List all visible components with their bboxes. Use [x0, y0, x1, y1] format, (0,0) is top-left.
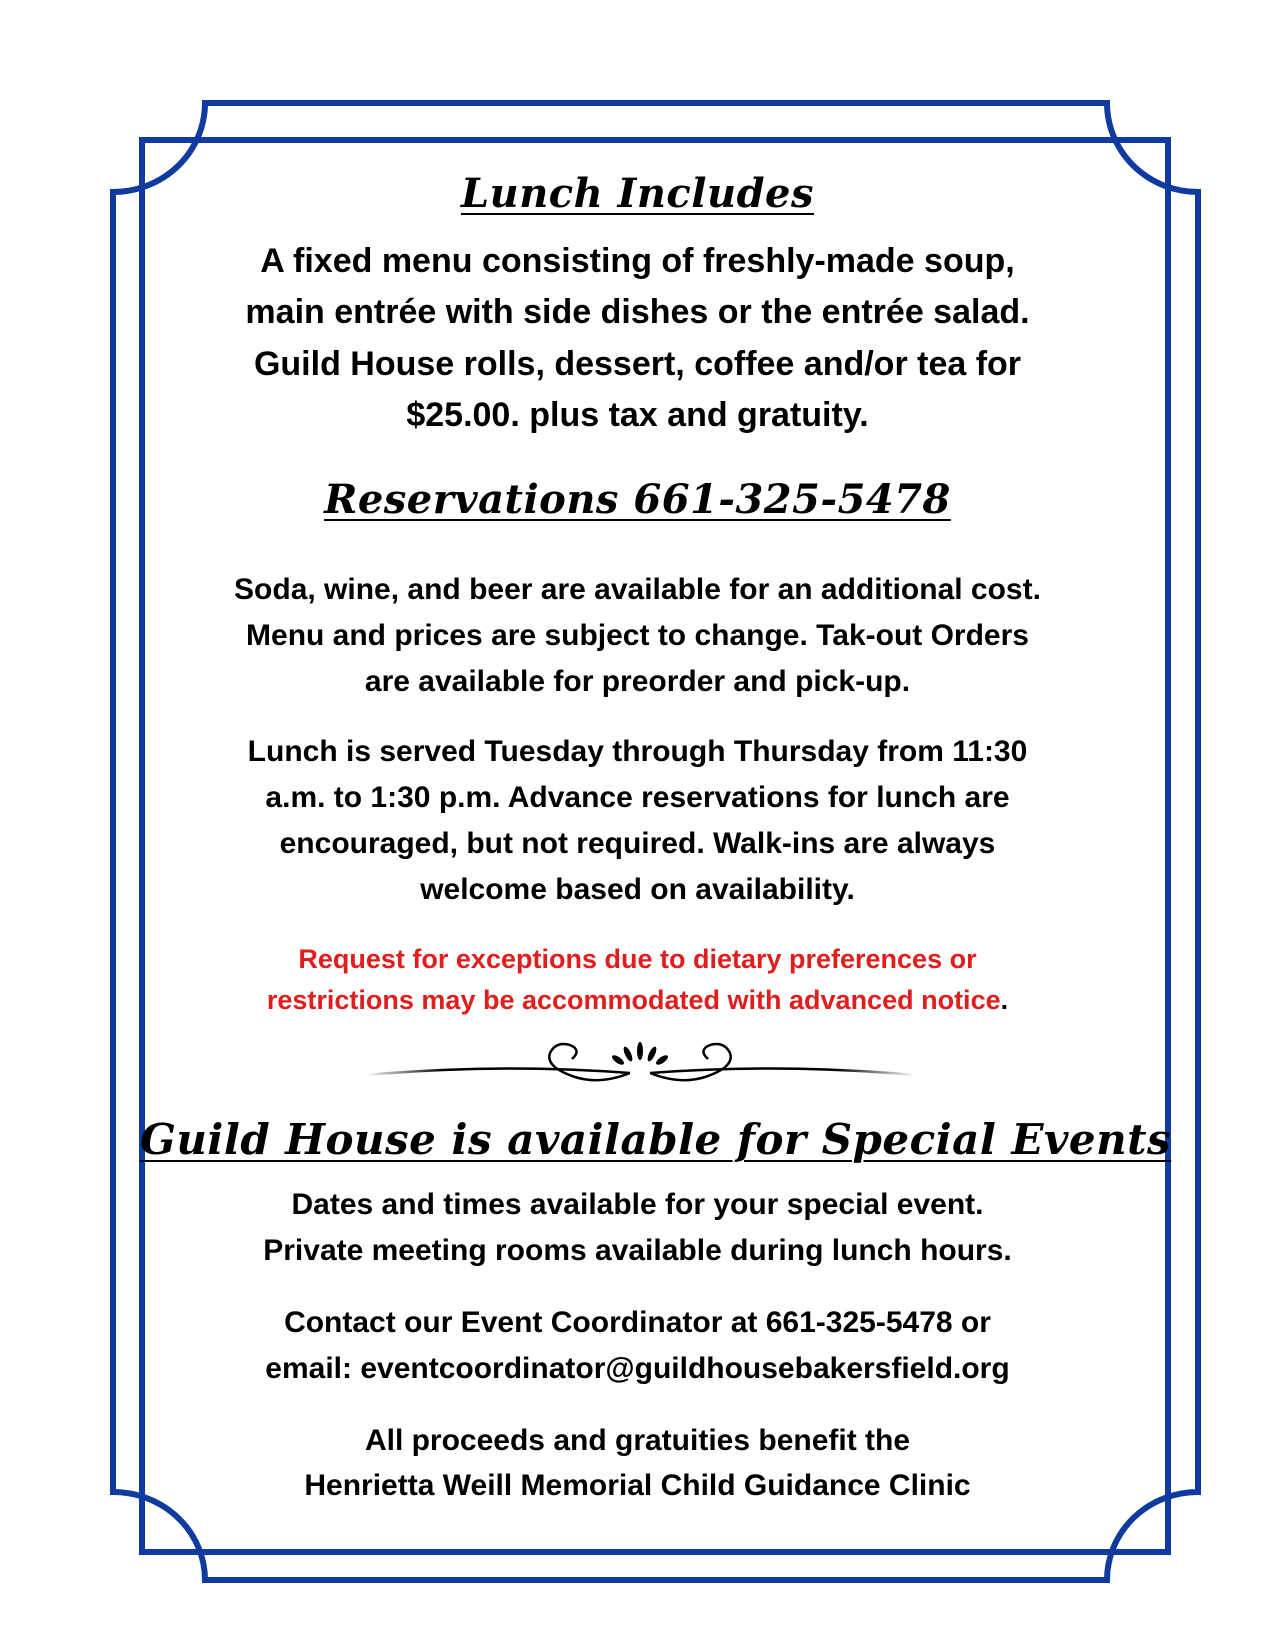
- benefit-line: Henrietta Weill Memorial Child Guidance Clinic: [304, 1469, 971, 1502]
- contact-email-line: email: eventcoordinator@guildhousebakersfield.org: [265, 1352, 1010, 1385]
- lunch-description-line: main entrée with side dishes or the entrée salad.: [245, 293, 1030, 331]
- lunch-description-line: A fixed menu consisting of freshly-made soup,: [260, 242, 1015, 280]
- trailing-period: .: [1000, 985, 1009, 1015]
- benefit-line: All proceeds and gratuities benefit the: [364, 1424, 911, 1457]
- special-events-heading: Guild House is available for Special Events: [140, 1115, 1172, 1164]
- beverages-line: Soda, wine, and beer are available for an additional cost.: [234, 573, 1041, 606]
- lunch-includes-heading: Lunch Includes: [460, 170, 814, 217]
- hours-line: encouraged, but not required. Walk-ins are always: [279, 827, 996, 860]
- dietary-notice-line: Request for exceptions due to dietary preferences or: [298, 944, 977, 974]
- events-line: Dates and times available for your special event.: [291, 1188, 984, 1221]
- reservations-heading: Reservations 661-325-5478: [324, 476, 951, 523]
- hours-line: welcome based on availability.: [420, 873, 855, 906]
- dietary-notice-line-2: [150, 985, 1125, 1016]
- events-line: Private meeting rooms available during lunch hours.: [263, 1234, 1012, 1267]
- beverages-line: Menu and prices are subject to change. Tak-out Orders: [246, 619, 1029, 652]
- hours-line: a.m. to 1:30 p.m. Advance reservations for lunch are: [265, 781, 1010, 814]
- ornamental-flourish-icon: [360, 1035, 920, 1085]
- beverages-line: are available for preorder and pick-up.: [364, 665, 911, 698]
- contact-line: Contact our Event Coordinator at 661-325-5478 or: [284, 1306, 991, 1339]
- lunch-description-line: Guild House rolls, dessert, coffee and/or tea for: [253, 345, 1022, 383]
- dietary-notice-text: restrictions may be accommodated with advanced notice: [266, 985, 1001, 1015]
- hours-line: Lunch is served Tuesday through Thursday from 11:30: [247, 735, 1028, 768]
- lunch-price-line: $25.00. plus tax and gratuity.: [406, 396, 869, 434]
